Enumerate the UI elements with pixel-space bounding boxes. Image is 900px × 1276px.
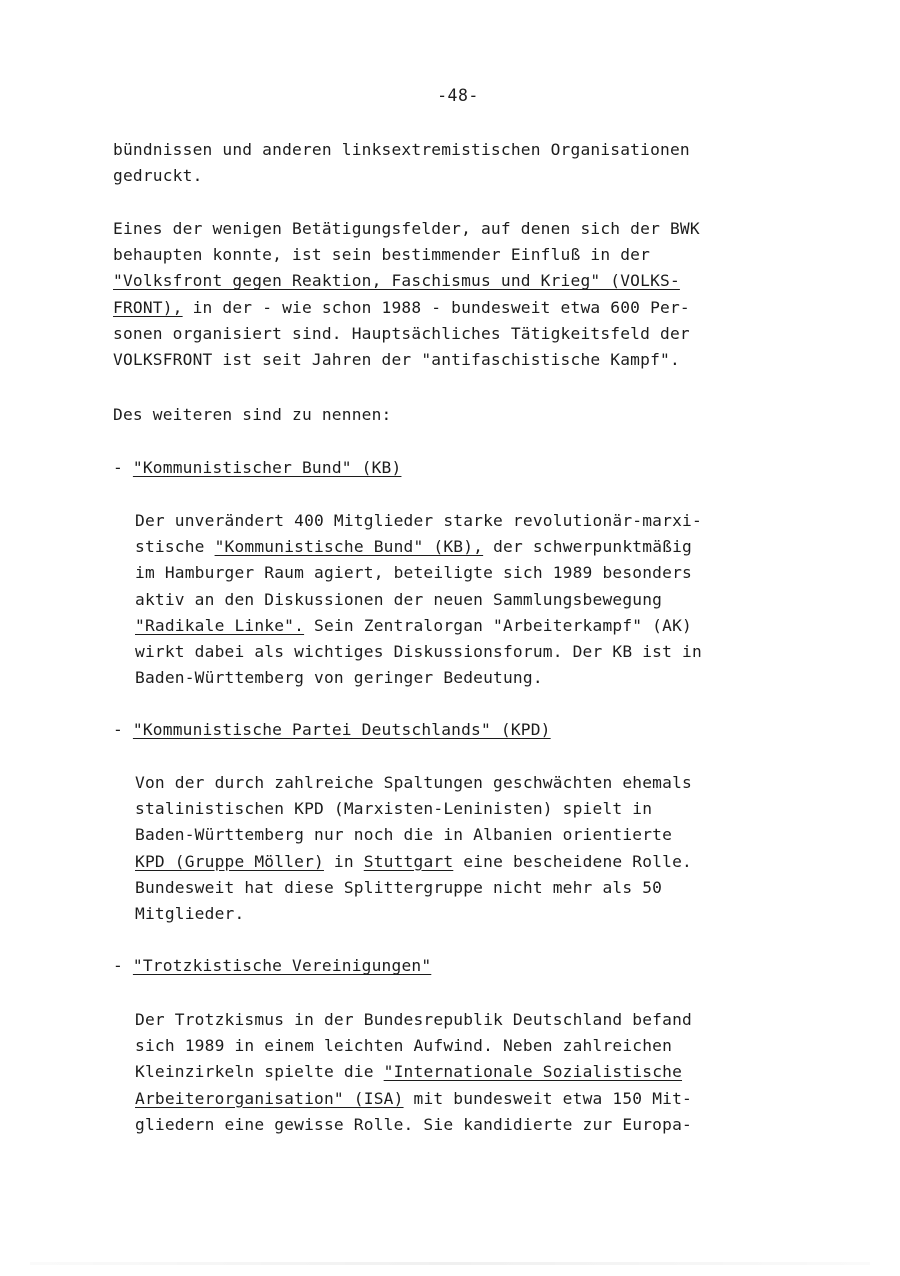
text-line: Arbeiterorganisation" (ISA) mit bundesweit etwa 150 Mit-	[135, 1088, 692, 1108]
paragraph-kb	[135, 508, 765, 691]
heading-text: "Trotzkistische Vereinigungen"	[132, 956, 432, 975]
underlined-organization: "Volksfront gegen Reaktion, Faschismus und Krieg" (VOLKS-	[113, 271, 680, 291]
underlined-place: Stuttgart	[363, 851, 454, 871]
underlined-organization: Arbeiterorganisation" (ISA)	[135, 1088, 404, 1108]
text-line: Baden-Württemberg nur noch die in Albanien orientierte	[135, 825, 673, 845]
paragraph-bwk	[113, 216, 763, 373]
paragraph-trotzkisten	[135, 1007, 765, 1138]
text-line: KPD (Gruppe Möller) in Stuttgart eine bescheidene Rolle.	[135, 851, 692, 871]
underlined-organization: FRONT),	[113, 297, 183, 317]
text-line: Kleinzirkeln spielte die "Internationale Sozialistische	[135, 1062, 683, 1082]
text-line: Der Trotzkismus in der Bundesrepublik Deutschland befand	[135, 1010, 692, 1029]
paragraph-kpd	[135, 770, 765, 927]
text-line	[113, 268, 763, 294]
text-line: Eines der wenigen Betätigungsfelder, auf denen sich der BWK	[113, 219, 700, 238]
text-line: sonen organisiert sind. Hauptsächliches Tätigkeitsfeld der	[113, 323, 690, 343]
underlined-organization: "Kommunistische Bund" (KB),	[214, 537, 484, 557]
heading-text: "Kommunistische Partei Deutschlands" (KPD)	[132, 720, 551, 739]
paragraph-intro	[113, 137, 763, 189]
text-line: FRONT), in der - wie schon 1988 - bundesweit etwa 600 Per-	[113, 297, 690, 317]
section-heading-kb: - "Kommunistischer Bund" (KB)	[113, 458, 402, 477]
text-line: Der unverändert 400 Mitglieder starke revolutionär-marxi-	[135, 511, 702, 530]
section-heading-trotzkisten: - "Trotzkistische Vereinigungen"	[113, 956, 432, 975]
underlined-organization: KPD (Gruppe Möller)	[135, 851, 324, 871]
paragraph-list-intro	[113, 402, 763, 428]
section-heading-kpd: - "Kommunistische Partei Deutschlands" (KPD)	[113, 720, 551, 739]
text-line: VOLKSFRONT ist seit Jahren der "antifaschistische Kampf".	[113, 350, 680, 370]
text-line: Des weiteren sind zu nennen:	[113, 405, 392, 424]
scan-edge-shadow	[30, 1262, 870, 1265]
underlined-organization: "Radikale Linke".	[135, 615, 305, 635]
text-line: stalinistischen KPD (Marxisten-Leninisten) spielt in	[135, 799, 653, 819]
text-line: behaupten konnte, ist sein bestimmender Einfluß in der	[113, 245, 651, 265]
text-line: stische "Kommunistische Bund" (KB), der schwerpunktmäßig	[135, 537, 692, 557]
text-line: im Hamburger Raum agiert, beteiligte sich 1989 besonders	[135, 563, 692, 583]
text-line: sich 1989 in einem leichten Aufwind. Neben zahlreichen	[135, 1036, 673, 1056]
text-line: bündnissen und anderen linksextremistischen Organisationen	[113, 140, 690, 159]
text-line: Mitglieder.	[135, 904, 245, 924]
text-line: wirkt dabei als wichtiges Diskussionsforum. Der KB ist in	[135, 642, 702, 662]
text-line: aktiv an den Diskussionen der neuen Sammlungsbewegung	[135, 589, 663, 609]
page-number: -48-	[437, 86, 479, 105]
text-line: Von der durch zahlreiche Spaltungen geschwächten ehemals	[135, 773, 692, 792]
heading-text: "Kommunistischer Bund" (KB)	[132, 458, 402, 477]
text-line: "Radikale Linke". Sein Zentralorgan "Arbeiterkampf" (AK)	[135, 615, 692, 635]
text-line: gliedern eine gewisse Rolle. Sie kandidierte zur Europa-	[135, 1114, 692, 1134]
text-line: Baden-Württemberg von geringer Bedeutung.	[135, 668, 543, 688]
underlined-organization: "Internationale Sozialistische	[383, 1062, 683, 1082]
text-line: Bundesweit hat diese Splittergruppe nicht mehr als 50	[135, 877, 663, 897]
text-line: gedruckt.	[113, 166, 203, 186]
